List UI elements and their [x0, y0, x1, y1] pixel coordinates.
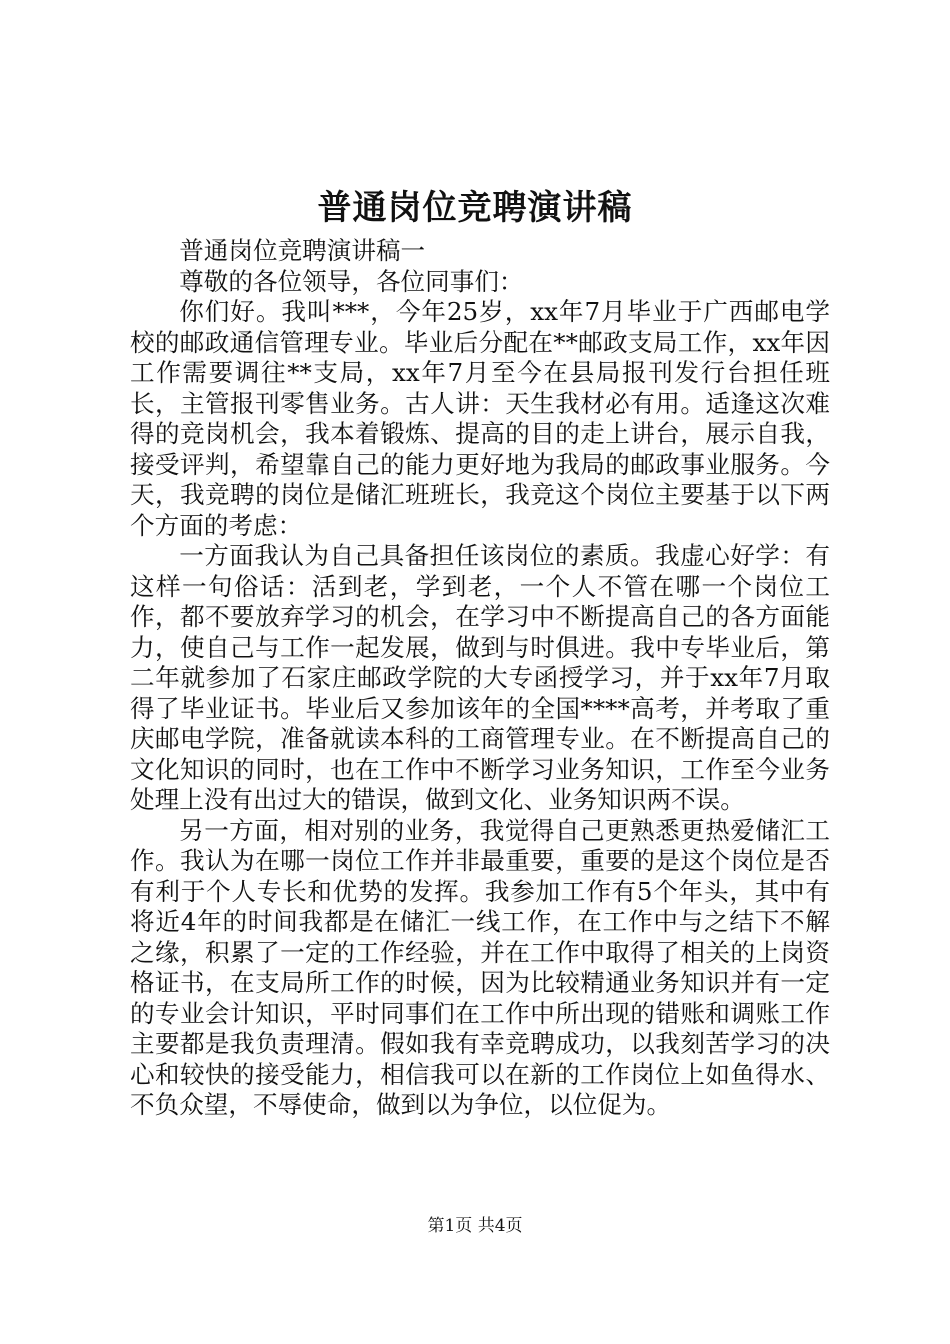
paragraph-second-aspect: 另一方面，相对别的业务，我觉得自己更熟悉更热爱储汇工作。我认为在哪一岗位工作并非最重要，重要的是这个岗位是否有利于个人专长和优势的发挥。我参加工作有5个年头，其中有将近4年的时间我都是在储汇一线工作，在工作中与之结下不解之缘，积累了一定的工作经验，并在工作中取得了相关的上岗资格证书，在支局所工作的时候，因为比较精通业务知识并有一定的专业会计知识，平时同事们在工作中所出现的错账和调账工作主要都是我负责理清。假如我有幸竞聘成功，以我刻苦学习的决心和较快的接受能力，相信我可以在新的工作岗位上如鱼得水、不负众望，不辱使命，做到以为争位，以位促为。	[130, 815, 830, 1119]
paragraph-subtitle: 普通岗位竞聘演讲稿一	[179, 236, 426, 265]
paragraph-first-aspect: 一方面我认为自己具备担任该岗位的素质。我虚心好学：有这样一句俗话：活到老，学到老，一个人不管在哪一个岗位工作，都不要放弃学习的机会，在学习中不断提高自己的各方面能力，使自己与工作一起发展，做到与时俱进。我中专毕业后，第二年就参加了石家庄邮政学院的大专函授学习，并于xx年7月取得了毕业证书。毕业后又参加该年的全国****高考，并考取了重庆邮电学院，准备就读本科的工商管理专业。在不断提高自己的文化知识的同时，也在工作中不断学习业务知识，工作至今业务处理上没有出过大的错误，做到文化、业务知识两不误。	[130, 541, 830, 814]
paragraph-introduction: 你们好。我叫***，今年25岁，xx年7月毕业于广西邮电学校的邮政通信管理专业。毕业后分配在**邮政支局工作，xx年因工作需要调往**支局，xx年7月至今在县局报刊发行台担任班长，主管报刊零售业务。古人讲：天生我材必有用。适逢这次难得的竞岗机会，我本着锻炼、提高的目的走上讲台，展示自我，接受评判，希望靠自己的能力更好地为我局的邮政事业服务。今天，我竞聘的岗位是储汇班班长，我竞这个岗位主要基于以下两个方面的考虑：	[130, 297, 830, 540]
paragraph-salutation: 尊敬的各位领导，各位同事们：	[179, 266, 524, 296]
document-body	[130, 236, 830, 1121]
page-number-footer: 第1页 共4页	[427, 1216, 523, 1236]
document-title: 普通岗位竞聘演讲稿	[317, 188, 633, 228]
